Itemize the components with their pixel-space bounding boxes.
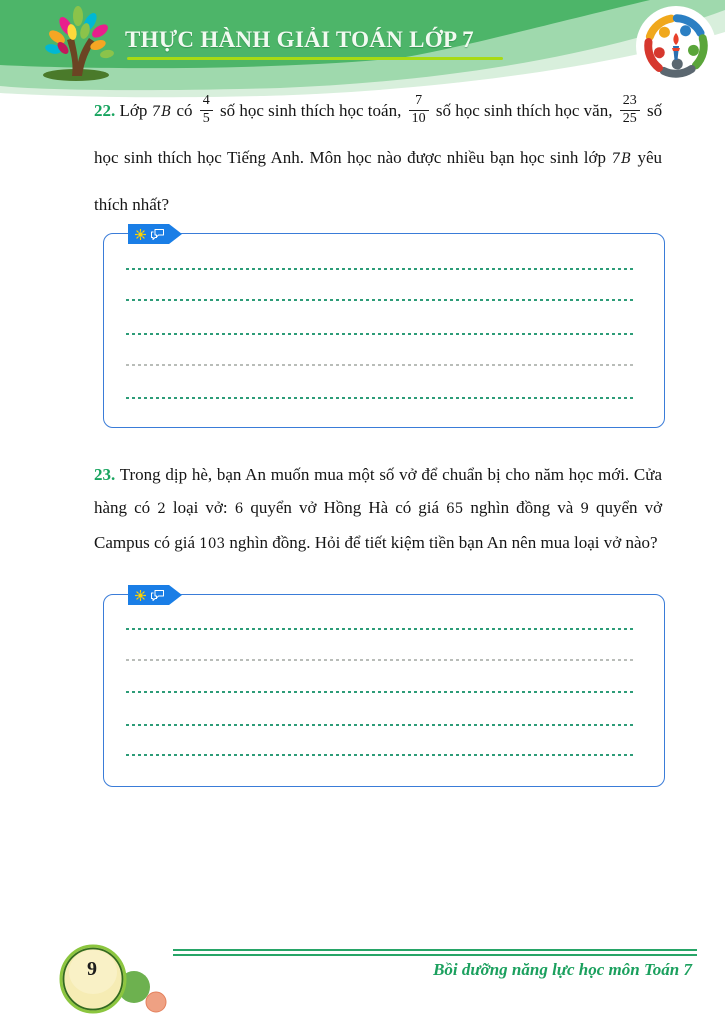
class-name: 7B — [151, 104, 173, 120]
sun-icon — [135, 229, 146, 240]
writing-line — [126, 659, 636, 661]
class-name: 7B — [611, 151, 633, 167]
writing-line — [126, 299, 636, 301]
page-number: 9 — [87, 958, 97, 980]
chat-bubbles-icon — [150, 228, 165, 241]
writing-line — [126, 724, 636, 726]
hint-tag — [128, 585, 182, 605]
problem-22-text: 22. Lớp 7B có $\frac{4}{5}$ số học sinh thích học toán, $\frac{7}{10}$ số học sinh thích học văn, $\frac{23}{25}$ số học sinh thích học Tiếng Anh. Môn học nào được nhiều bạn học sinh lớp 7B yêu thích nhất? — [94, 92, 663, 214]
writing-line — [126, 691, 636, 693]
salmon-dot — [146, 992, 166, 1012]
sun-icon — [135, 590, 146, 601]
chat-bubbles-icon — [150, 589, 165, 602]
fraction-4-5: $\frac{4}{5}$ — [200, 93, 213, 128]
writing-line — [126, 364, 636, 366]
problem-22-number: 22. — [94, 101, 116, 120]
book-title: Bồi dưỡng năng lực học môn Toán 7 — [433, 960, 692, 979]
writing-line — [126, 268, 636, 270]
problem-22 — [94, 88, 662, 228]
page-number-badge — [55, 938, 180, 1024]
writing-line — [126, 397, 636, 399]
writing-line — [126, 333, 636, 335]
writing-line — [126, 754, 636, 756]
footer-divider — [173, 949, 697, 956]
writing-line — [126, 628, 636, 630]
answer-box-1 — [103, 233, 665, 428]
title-underline — [127, 57, 503, 60]
fraction-23-25: $\frac{23}{25}$ — [620, 93, 640, 128]
publisher-logo-icon — [636, 6, 716, 86]
page-title: THỰC HÀNH GIẢI TOÁN LỚP 7 — [125, 27, 474, 52]
answer-box-2 — [103, 594, 665, 787]
problem-23-text: 23. Trong dịp hè, bạn An muốn mua một số vở để chuẩn bị cho năm học mới. Cửa hàng có 2 loại vở: 6 quyển vở Hồng Hà có giá 65 nghìn đồng và 9 quyển vở Campus có giá 103 nghìn đồng. Hỏi để tiết kiệm tiền bạn An nên mua loại vở nào? — [94, 465, 663, 552]
fraction-7-10: $\frac{7}{10}$ — [409, 93, 429, 128]
problem-23-number: 23. — [94, 465, 116, 484]
problem-23 — [94, 458, 662, 561]
